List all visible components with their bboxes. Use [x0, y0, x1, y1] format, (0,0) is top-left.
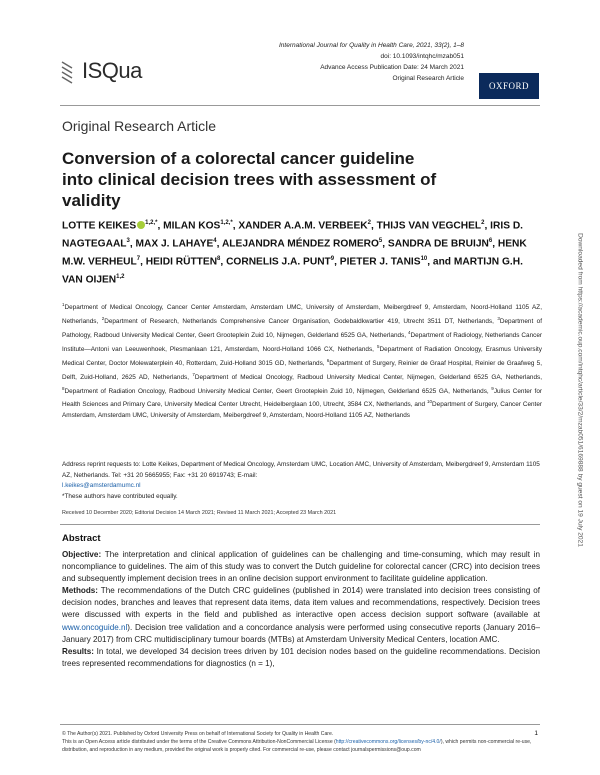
author-affiliation-ref: 6 [488, 237, 493, 244]
received-dates: Received 10 December 2020; Editorial Decision 14 March 2021; Revised 11 March 2021; Accepted 23 March 2021 [62, 510, 337, 516]
affiliation-text: Department of Surgery, Reinier de Graaf Hospital, Reinier de Graafweg 5, Delft, Zuid-Holland, 2625 AD, Netherlands, [62, 359, 542, 381]
author-name: HEIDI RÜTTEN [145, 256, 218, 268]
article-title: Conversion of a colorectal cancer guideline into clinical decision trees with assessment of validity [62, 149, 437, 210]
results-label: Results: [62, 646, 94, 656]
objective-label: Objective: [62, 550, 102, 559]
journal-citation: International Journal for Quality in Health Care, 2021, 33(2), 1–8 [279, 42, 464, 49]
footer-divider [60, 724, 540, 725]
license-text [62, 738, 542, 754]
author-affiliation-ref: 3 [126, 237, 130, 244]
abstract-heading: Abstract [62, 533, 101, 544]
author-separator: , [220, 256, 227, 268]
affiliation-number: 5 [376, 343, 380, 349]
author-separator: , [232, 220, 239, 232]
author-affiliation-ref: 7 [136, 255, 141, 262]
affiliation-text: Department of Radiation Oncology, Erasmus University Medical Center, Doctor Molewaterplein 40, Rotterdam, Zuid-Holland 3015 GD, Netherlands, [62, 345, 542, 367]
header-divider [60, 105, 540, 106]
affiliation-text: Department of Medical Oncology, Cancer Center Amsterdam, Amsterdam UMC, University of Amsterdam, Meibergdreef 9, Amsterdam, Noord-Holland 1105 AZ, Netherlands, [62, 304, 542, 326]
author-separator: , [382, 238, 388, 250]
abstract-body [62, 549, 540, 670]
doi[interactable]: doi: 10.1093/intqhc/mzab051 [380, 53, 464, 60]
article-type: Original Research Article [62, 118, 217, 134]
author-separator: , [427, 256, 433, 268]
affiliation-number: 2 [101, 315, 105, 321]
author-name: SANDRA DE BRUIJN [387, 238, 489, 250]
methods-label: Methods: [62, 586, 98, 596]
affiliation-number: 3 [497, 315, 500, 321]
author-name: HENK M.W. VERHEUL [62, 238, 527, 268]
affiliation-number: 6 [326, 357, 330, 363]
isqua-logo [60, 58, 142, 84]
methods-text-cont: ). Decision tree validation and a concordance analysis were performed using consecutive reports (January 2016–January 2017) from CRC multidisciplinary tumour boards (MTBs) at Amsterdam University Medical Centers, location AMC. [62, 622, 540, 644]
author-name: and MARTIJN G.H. VAN OIJEN [62, 256, 523, 286]
affiliation-text: Department of Medical Oncology, Radboud University Medical Center, Nijmegen, Gelderland 6525 GA, Netherlands, [194, 373, 542, 381]
oxford-logo-text: OXFORD [488, 81, 529, 91]
author-name: PIETER J. TANIS [339, 256, 421, 268]
copyright: © The Author(s) 2021. Published by Oxford University Press on behalf of International Society for Quality in Health Care. [62, 731, 334, 737]
author-name: IRIS D. NAGTEGAAL [62, 220, 524, 250]
author-separator: , [157, 220, 164, 232]
author-separator: , [140, 256, 146, 268]
affiliation-text: Department of Surgery, Cancer Center Amsterdam, Amsterdam UMC, University of Amsterdam, Meibergdreef 9, Amsterdam, Noord-Holland 1105 AZ, Netherlands [62, 401, 543, 420]
author-affiliation-ref: 2 [481, 220, 485, 226]
affiliation-text: Department of Pathology, Radboud University Medical Center, Geert Grooteplein Zuid 10, Nijmegen, Gelderland 6525 GA, Netherlands, [62, 318, 543, 339]
author-separator: , [370, 220, 377, 232]
license-link[interactable]: http://creativecommons.org/licenses/by-nc/4.0/ [335, 739, 441, 745]
isqua-logo-text: ISQua [82, 58, 142, 83]
author-list [62, 216, 542, 288]
affiliation-text: Department of Radiation Oncology, Radboud University Medical Center, Geert Grooteplein Zuid 10, Nijmegen, Gelderland 6525 GA, Netherlands, [64, 387, 492, 395]
oncoguide-link[interactable]: www.oncoguide.nl [62, 622, 128, 632]
methods-text: The recommendations of the Dutch CRC guidelines (published in 2014) were translated into decision trees consisting of decision nodes, branches and leaves that represent data items, data item values and recommendations, respectively. Decision trees were discussed with experts in the field and published as interactive open access decision support software (available at [62, 586, 540, 620]
affiliation-number: 9 [491, 385, 494, 391]
affiliation-text: Department of Radiology, Netherlands Cancer Institute—Antoni van Leeuwenhoek, Plesmanlaan 121, Amsterdam, Noord-Holland 1066 CX, Netherlands, [62, 331, 543, 353]
author-affiliation-ref: 1,2,* [145, 220, 158, 226]
affiliations [62, 300, 542, 422]
author-affiliation-ref: 1,2,* [220, 220, 233, 226]
author-separator: , [129, 238, 136, 250]
author-separator: , [484, 220, 491, 232]
page-number: 1 [534, 730, 538, 737]
license-text-a: This is an Open Access article distributed under the terms of the Creative Commons Attribution-NonCommercial License ( [62, 739, 336, 745]
author-affiliation-ref: 2 [367, 220, 371, 226]
article-category: Original Research Article [392, 75, 464, 82]
author-affiliation-ref: 5 [378, 237, 383, 244]
author-affiliation-ref: 1,2 [116, 273, 125, 280]
isqua-emblem-icon [60, 58, 80, 84]
equal-contribution-note: *These authors have contributed equally. [62, 492, 178, 500]
author-name: MAX J. LAHAYE [135, 238, 214, 250]
affiliation-number: 10 [427, 399, 433, 405]
author-name: XANDER A.A.M. VERBEEK [238, 220, 368, 232]
correspondence [62, 460, 542, 502]
affiliation-number: 8 [62, 385, 65, 391]
oxford-logo [479, 73, 539, 99]
author-name: CORNELIS J.A. PUNT [226, 256, 331, 268]
author-separator: , [216, 238, 222, 250]
author-separator: , [334, 256, 340, 268]
affiliation-text: Department of Research, Netherlands Comprehensive Cancer Organisation, Godebaldkwartier 419, Utrecht 3511 DT, Netherlands, [104, 318, 498, 326]
author-name: MILAN KOS [163, 220, 221, 232]
reprint-requests: Address reprint requests to: Lotte Keikes, Department of Medical Oncology, Amsterdam UMC, Location AMC, University of Amsterdam, Meibergdreef 9, Amsterdam 1105 AZ, Netherlands. Tel: +31 20 5665955; Fax: +31 20 6919743; E-mail: [62, 461, 540, 479]
affiliation-text: Julius Center for Health Sciences and Primary Care, University Medical Center Utrecht, Heidelberglaan 100, Utrecht, 3584 CX, Netherlands, and [62, 387, 543, 409]
abstract-divider [60, 524, 540, 525]
affiliation-number: 1 [62, 302, 65, 307]
orcid-icon[interactable] [137, 221, 145, 229]
author-affiliation-ref: 4 [213, 237, 217, 244]
author-affiliation-ref: 8 [217, 255, 221, 262]
author-affiliation-ref: 10 [420, 255, 428, 262]
correspondence-email[interactable]: l.keikes@amsterdamumc.nl [62, 482, 141, 490]
objective-text: The interpretation and clinical application of guidelines can be challenging and time-consuming, which may result in noncompliance to guidelines. The aim of this study was to convert the Dutch guideline for colorectal cancer (CRC) into decision trees and subsequently implement decision trees in an online decision support environment to facilitate guideline application. [62, 550, 540, 584]
affiliation-number: 7 [192, 371, 195, 377]
advance-access-date: Advance Access Publication Date: 24 March 2021 [320, 64, 464, 71]
license-text-b: ), which permits non-commercial re-use, distribution, and reproduction in any medium, provided the original work is properly cited. For commercial re-use, please contact journalspermissions@oup.com [62, 739, 532, 753]
author-separator: , [492, 238, 498, 250]
author-name: LOTTE KEIKES [62, 220, 137, 232]
affiliation-number: 4 [408, 329, 411, 335]
author-name: ALEJANDRA MÉNDEZ ROMERO [221, 238, 379, 250]
journal-header [279, 40, 464, 84]
download-watermark: Downloaded from https://academic.oup.com/intqhc/article/33/2/mzab051/6169888 by guest on 19 July 2021 [576, 233, 584, 547]
author-name: THIJS VAN VEGCHEL [376, 220, 482, 232]
author-affiliation-ref: 9 [330, 255, 335, 262]
footer-license [62, 730, 542, 754]
results-text: In total, we developed 34 decision trees driven by 101 decision nodes based on the guideline recommendations. Decision trees represented recommendations for diagnostics (n = 1), [62, 646, 540, 668]
